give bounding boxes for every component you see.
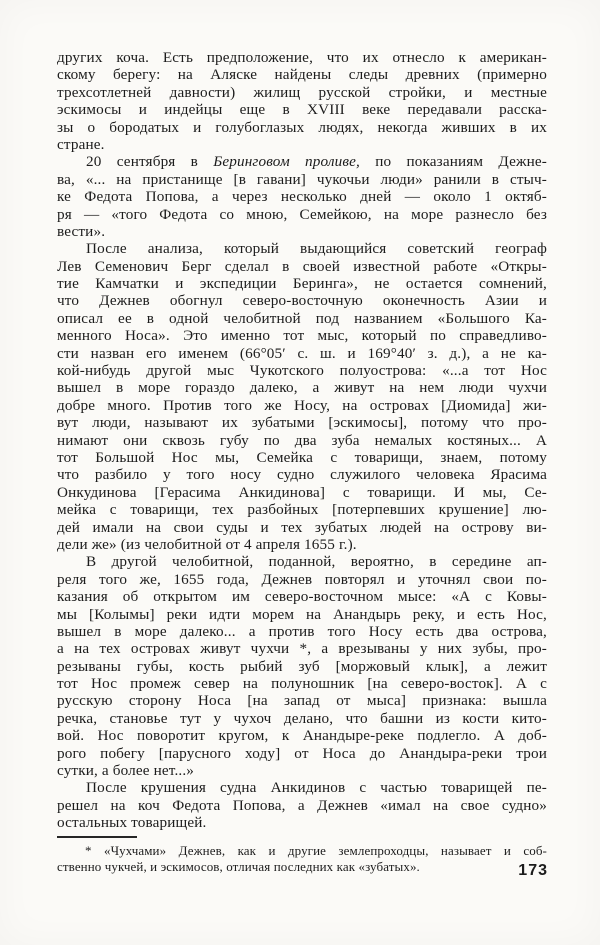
text-line: дей имали на свои суды и тех зубатых людей на острову ви- xyxy=(57,518,547,536)
text-line: * «Чухчами» Дежнев, как и другие землепроходцы, называет и соб- xyxy=(85,843,547,858)
text-line: вут люди, называют их зубатыми [эскимосы], потому что про- xyxy=(57,414,547,432)
text-line: вести». xyxy=(57,222,106,240)
text-line: тот Большой Нос мы, Семейка с товарищи, знаем, потому xyxy=(57,448,547,466)
text-line: эскимосы и индейцы еще в XVIII веке передавали расска- xyxy=(57,101,547,119)
text-line: остальных товарищей. xyxy=(57,814,207,832)
text-line: что Дежнев обогнул северо-восточную оконечность Азии и xyxy=(57,292,547,310)
main-text xyxy=(57,49,547,832)
paragraph xyxy=(57,779,547,831)
text-line: вой. Нос поворотит кругом, к Анандыре-реке подлегло. А доб- xyxy=(57,727,547,745)
text-line: казания об открытом им северо-восточном мысе: «А с Ковы- xyxy=(57,588,547,606)
text-line: ря — «того Федота со мною, Семейкою, на море разнесло без xyxy=(57,205,547,223)
italic-text-segment: Беринговом проливе, xyxy=(213,153,360,171)
text-line: ке Федота Попова, а через несколько дней — около 1 октяб- xyxy=(57,188,547,206)
text-line: что разбило у того носу судно служилого человека Ярасима xyxy=(57,466,547,484)
text-line: После анализа, который выдающийся советский географ xyxy=(86,240,547,258)
text-line: добре много. Против того же Носу, на островах [Диомида] жи- xyxy=(57,396,547,414)
text-line: зы о бородатых и голубоглазых людях, некогда живших в их xyxy=(57,118,547,136)
text-line: ва, «... на пристанище [в гавани] чукочьи люди» ранили в стыч- xyxy=(57,170,547,188)
text-line: мейка с товарищи, тех разбойных [потерпевших крушение] лю- xyxy=(57,501,547,519)
text-line: трехсотлетней давности) жилищ русской стройки, и местные xyxy=(57,83,547,101)
text-line: резываны губы, кость рыбий зуб [моржовый клык], а лежит xyxy=(57,657,547,675)
text-line: скому берегу: на Аляске найдены следы древних (примерно xyxy=(57,66,547,84)
text-segment: по показаниям Дежне- xyxy=(359,153,547,171)
text-line: решел на коч Федота Попова, а Дежнев «имал на свое судно» xyxy=(57,796,547,814)
text-line: вышел в море гораздо далеко, а живут на нем люди чухчи xyxy=(57,379,547,397)
text-line: реля того же, 1655 года, Дежнев повторял и уточнял свои по- xyxy=(57,570,547,588)
text-line: ственно чукчей, и эскимосов, отличая последних как «зубатых». xyxy=(57,859,420,875)
text-line: других коча. Есть предположение, что их отнесло к американ- xyxy=(57,49,547,66)
text-line xyxy=(57,153,547,170)
text-line: менного Носа». Это именно тот мыс, который по справедливо- xyxy=(57,327,547,345)
text-line: сти назван его именем (66°05′ с. ш. и 169°40′ з. д.), а не ка- xyxy=(57,344,547,362)
text-line: нимают они сквозь губу по два зуба немалых костяных... А xyxy=(57,431,547,449)
text-line: тот Нос промеж север на полуношник [на северо-восток]. А с xyxy=(57,675,547,693)
text-line: После крушения судна Анкидинов с частью товарищей пе- xyxy=(86,779,547,797)
text-line: Онкудинова [Герасима Анкидинова] с товарищи. И мы, Се- xyxy=(57,483,547,501)
paragraph xyxy=(57,240,547,553)
text-line: рого побегу [парусного ходу] от Носа до Анандыра-реки трои xyxy=(57,744,547,762)
text-line: а на тех островах живут чухчи *, а врезываны у них зубы, про- xyxy=(57,640,547,658)
text-line: описал ее в одной челобитной под названием «Большого Ка- xyxy=(57,309,547,327)
page-number: 173 xyxy=(518,862,548,879)
paragraph xyxy=(57,553,547,779)
text-line: дели же» (из челобитной от 4 апреля 1655 г.). xyxy=(57,535,357,553)
text-line: В другой челобитной, поданной, вероятно, в середине ап- xyxy=(86,553,547,571)
text-line: вышел в море далеко... а против того Носу есть два острова, xyxy=(57,622,547,640)
text-line: мы [Колымы] реки идти морем на Анандырь реку, и есть Нос, xyxy=(57,605,547,623)
text-segment: 20 сентября в xyxy=(86,153,214,171)
text-line: стране. xyxy=(57,135,105,153)
paragraph xyxy=(57,49,547,153)
text-line: речка, становье тут у чухоч делано, что башни из кости кито- xyxy=(57,709,547,727)
text-line: кой-нибудь другой мыс Чукотского полуострова: «...а тот Нос xyxy=(57,362,547,380)
text-line: Лев Семенович Берг сделал в своей известной работе «Откры- xyxy=(57,257,547,275)
footnote xyxy=(57,843,547,876)
text-line: сутки, а более нет...» xyxy=(57,762,195,780)
footnote-separator xyxy=(57,836,137,838)
text-line: русскую сторону Носа [на запад от мыса] признака: вышла xyxy=(57,692,547,710)
text-line: тие Камчатки и экспедиции Беринга», не остается сомнений, xyxy=(57,275,547,293)
paragraph xyxy=(57,153,547,240)
